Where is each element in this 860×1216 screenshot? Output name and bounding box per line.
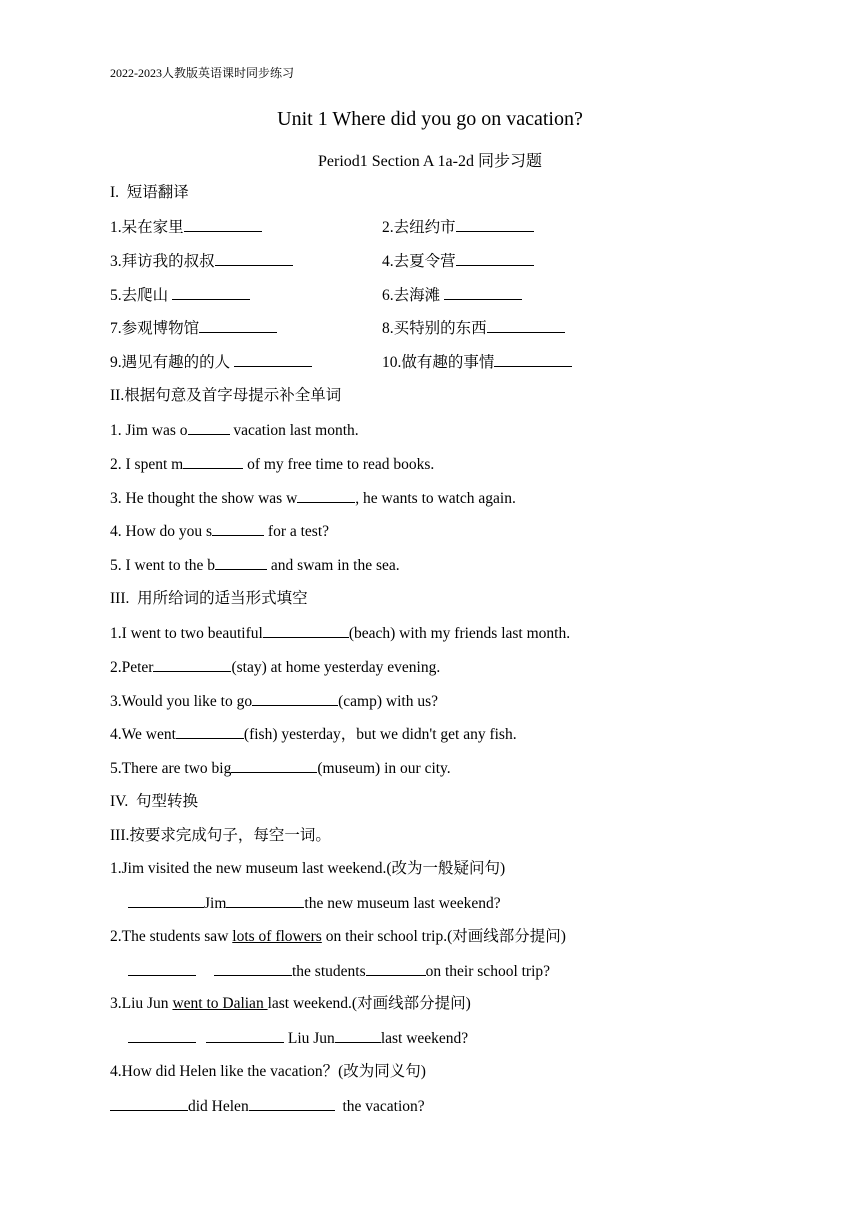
question-item: 4. How do you s for a test? [110, 523, 330, 540]
phrase-item: 5.去爬山 [110, 285, 250, 306]
question-item: 2. I spent m of my free time to read books. [110, 456, 435, 473]
question-item: 1.Jim visited the new museum last weekend.(改为一般疑问句) [110, 860, 506, 877]
answer-blank[interactable] [199, 318, 277, 333]
question-item: 2.The students saw lots of flowers on their school trip.(对画线部分提问) [110, 928, 566, 945]
underlined-phrase: lots of flowers [232, 928, 322, 945]
phrase-item: 4.去夏令营 [382, 251, 534, 272]
phrase-item: 10.做有趣的事情 [382, 352, 572, 373]
section-2-heading: II.根据句意及首字母提示补全单词 [110, 387, 342, 404]
question-item: 5.There are two big (museum) in our city. [110, 760, 451, 777]
answer-line: did Helen the vacation? [110, 1096, 425, 1117]
answer-blank[interactable] [249, 1096, 335, 1111]
question-item: 4.How did Helen like the vacation？(改为同义句) [110, 1063, 426, 1080]
section-4-subheading: III.按要求完成句子，每空一词。 [110, 827, 331, 844]
phrase-item: 8.买特别的东西 [382, 318, 565, 339]
section-4-heading: IV. 句型转换 [110, 793, 198, 810]
answer-blank[interactable] [226, 893, 304, 908]
question-item: 3.Would you like to go (camp) with us? [110, 693, 438, 710]
answer-blank[interactable] [183, 454, 243, 469]
answer-blank[interactable] [128, 893, 204, 908]
answer-blank[interactable] [487, 318, 565, 333]
page-subtitle: Period1 Section A 1a-2d 同步习题 [318, 153, 542, 170]
question-item: 1. Jim was o vacation last month. [110, 422, 359, 439]
answer-blank[interactable] [263, 623, 349, 638]
question-item: 2.Peter (stay) at home yesterday evening. [110, 659, 441, 676]
answer-blank[interactable] [366, 961, 426, 976]
answer-blank[interactable] [444, 285, 522, 300]
question-item: 3. He thought the show was w , he wants to watch again. [110, 490, 516, 507]
answer-blank[interactable] [184, 217, 262, 232]
question-item: 4.We went (fish) yesterday，but we didn't get any fish. [110, 726, 517, 743]
answer-blank[interactable] [494, 352, 572, 367]
answer-blank[interactable] [234, 352, 312, 367]
answer-blank[interactable] [252, 691, 338, 706]
phrase-item: 6.去海滩 [382, 285, 522, 306]
answer-blank[interactable] [215, 555, 267, 570]
answer-blank[interactable] [128, 961, 196, 976]
page-title: Unit 1 Where did you go on vacation? [277, 108, 583, 130]
answer-blank[interactable] [172, 285, 250, 300]
section-1-heading: I. 短语翻译 [110, 184, 189, 201]
phrase-item: 1.呆在家里 [110, 217, 262, 238]
question-item: 3.Liu Jun went to Dalian last weekend.(对画线部分提问) [110, 995, 471, 1012]
answer-blank[interactable] [456, 251, 534, 266]
header-note: 2022-2023人教版英语课时同步练习 [110, 66, 294, 80]
question-item: 5. I went to the b and swam in the sea. [110, 557, 400, 574]
answer-blank[interactable] [176, 724, 244, 739]
answer-blank[interactable] [297, 488, 355, 503]
answer-blank[interactable] [212, 521, 264, 536]
phrase-item: 3.拜访我的叔叔 [110, 251, 293, 272]
answer-line: the students on their school trip? [128, 961, 550, 982]
phrase-item: 7.参观博物馆 [110, 318, 277, 339]
answer-blank[interactable] [335, 1028, 381, 1043]
answer-line: Liu Jun last weekend? [128, 1028, 468, 1049]
answer-blank[interactable] [128, 1028, 196, 1043]
question-item: 1.I went to two beautiful (beach) with my friends last month. [110, 625, 571, 642]
answer-blank[interactable] [214, 961, 292, 976]
answer-line: Jim the new museum last weekend? [128, 893, 501, 914]
answer-blank[interactable] [456, 217, 534, 232]
section-3-heading: III. 用所给词的适当形式填空 [110, 590, 308, 607]
answer-blank[interactable] [231, 758, 317, 773]
underlined-phrase: went to Dalian [172, 995, 268, 1012]
answer-blank[interactable] [215, 251, 293, 266]
phrase-item: 2.去纽约市 [382, 217, 534, 238]
answer-blank[interactable] [153, 657, 231, 672]
answer-blank[interactable] [206, 1028, 284, 1043]
answer-blank[interactable] [110, 1096, 188, 1111]
phrase-item: 9.遇见有趣的的人 [110, 352, 312, 373]
answer-blank[interactable] [188, 420, 230, 435]
